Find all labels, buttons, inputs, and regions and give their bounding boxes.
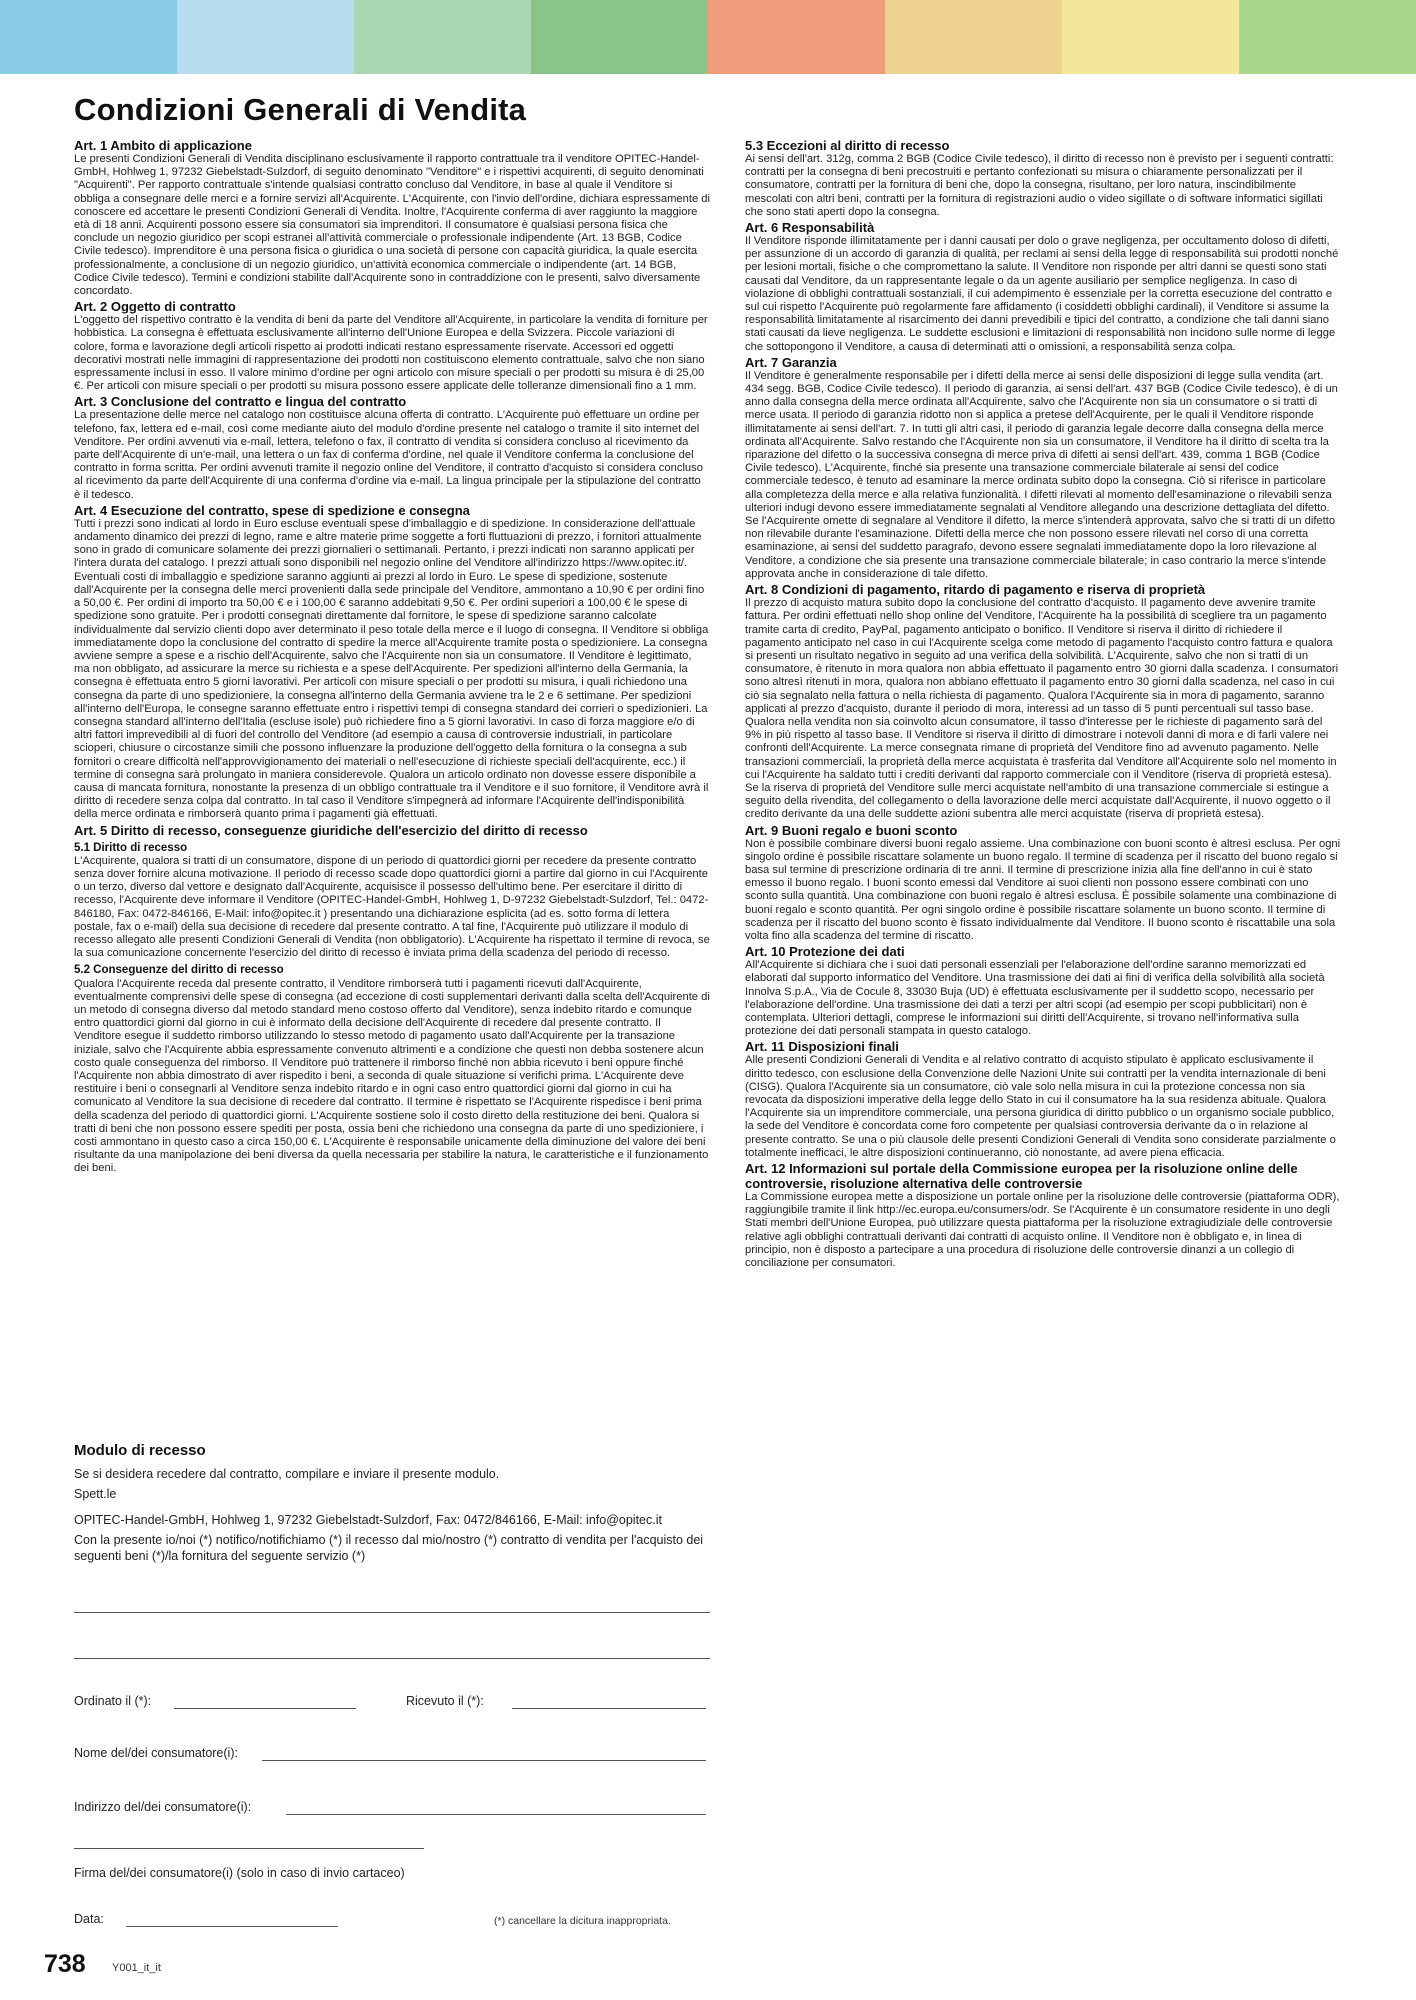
withdrawal-form-intro: Se si desidera recedere dal contratto, compilare e inviare il presente modulo.	[74, 1467, 500, 1481]
ordered-date-field[interactable]	[174, 1708, 356, 1709]
color-tab-8	[1239, 0, 1416, 74]
color-tab-3	[354, 0, 531, 74]
section-art3	[74, 394, 710, 501]
ordered-label: Ordinato il (*):	[74, 1694, 152, 1708]
section-title: Art. 2 Oggetto di contratto	[74, 299, 236, 315]
withdrawal-form-heading: Modulo di recesso	[74, 1442, 206, 1459]
consumer-name-field[interactable]	[262, 1760, 706, 1761]
section-art10	[745, 944, 1341, 1038]
color-tab-2	[177, 0, 354, 74]
section-art9	[745, 823, 1341, 944]
section-body: Tutti i prezzi sono indicati al lordo in Euro escluse eventuali spese d'imballaggio e di spedizione. In considerazione dell'attuale andamento dinamico dei prezzi di legno, rame e altre materie prime soggette a forti fluttuazioni di prezzo, i fornitori attualmente sono in grado di comunicare solamente dei prezzi giornalieri o settimanali. Pertanto, i prezzi indicati non saranno applicati per l'intera durata del catalogo. I prezzi attuali sono disponibili nel negozio online del Venditore all'indirizzo https://www.opitec.it/. Eventuali costi di imballaggio e spedizione saranno aggiunti ai prezzi al lordo in Euro. Le spese di spedizione, sostenute dall'Acquirente per la consegna delle merci provenienti dalla sede principale del Venditore, ammontano a 10,90 € per ordini fino a 50,00 €. Per ordini di importo tra 50,00 € e i 100,00 € saranno addebitati 9,50 €. Per ordini superiori a 100,00 € le spese di spedizione sono gratuite. Per i prodotti consegnati direttamente dal fornitore, le spese di spedizione saranno calcolate individualmente dal servizio clienti dopo aver determinato il peso totale della merce e il luogo di consegna. Il Venditore si obbliga immediatamente dopo la conclusione del contratto di spedire la merce all'Acquirente tramite posta o spedizioniere. La consegna avviene sempre a spese e a rischio dell'Acquirente, salvo che l'Acquirente non sia un consumatore. Il Venditore è legittimato, ma non obbligato, ad assicurare la merce su richiesta e a spese dell'Acquirente. Per spedizioni all'interno della Germania, la consegna è effettuata entro 5 giorni lavorativi. Per articoli con misure speciali o per prodotti su misura, i quali richiedono una consegna da parte di uno spedizioniere, la consegna all'interno della Germania avviene tra le 2 e 6 settimane. Per spedizioni all'interno dell'Europa, le consegne saranno effettuate entro i rispettivi tempi di consegna standard dei corrieri o spedizionieri. La consegna standard all'interno dell'Italia (escluse isole) può richiedere fino a 5 giorni lavorativi. In caso di forza maggiore e/o di altri fattori imprevedibili al di fuori del controllo del Venditore (ad esempio a causa di controversie industriali, in particolare scioperi, chiusure o circostanze simili che possono influenzare la produzione dell'oggetto della fornitura o la consegna a sub fornitori o creare difficoltà nell'approvvigionamento dei materiali o nell'esecuzione di richieste speciali dell'acquirente, ecc.) il termine di consegna sarà prolungato in maniera considerevole. Qualora un articolo ordinato non dovesse essere disponibile a causa di mancata fornitura, nonostante la presenza di un obbligo contrattuale tra il Venditore e il suo fornitore, il Venditore avrà il diritto di recedere senza colpa dal contratto. In tal caso il Venditore s'impegnerà ad informare l'Acquirente dell'indisponibilità della merce ordinata e rimborserà quanto prima i pagamenti già effettuati.	[74, 517, 709, 821]
section-title: Art. 1 Ambito di applicazione	[74, 138, 252, 153]
section-title: Art. 10 Protezione dei dati	[745, 944, 905, 960]
section-title: Art. 6 Responsabilità	[745, 220, 875, 236]
subsection-body: Qualora l'Acquirente receda dal presente contratto, il Venditore rimborserà tutti i pagamenti ricevuti dall'Acquirente, eventualmente comprensivi delle spese di consegna (ad eccezione di costi supplementari derivanti dalla scelta dell'Acquirente di un metodo di consegna diverso dal metodo standard meno costoso offerto dal Venditore), senza indebito ritardo e comunque entro quattordici giorni dal giorno in cui è informato della decisione dell'Acquirente di recedere dal presente contratto. Il Venditore esegue il suddetto rimborso utilizzando lo stesso metodo di pagamento usato dall'Acquirente per la transazione iniziale, salvo che l'Acquirente abbia espressamente convenuto altrimenti e a condizione che questi non debba sostenere alcun costo quale conseguenza del rimborso. Il Venditore può trattenere il rimborso finché non abbia ricevuto i beni oppure finché l'Acquirente non abbia dimostrato di aver rispedito i beni, a seconda di quale situazione si verifichi prima. L'Acquirente deve restituire i beni o consegnarli al Venditore senza indebito ritardo e in ogni caso entro quattordici giorni dal giorno in cui ha comunicato al Venditore la sua decisione di recedere dal contratto. Il termine è rispettato se l'Acquirente rispedisce i beni prima della scadenza del periodo di quattordici giorni. L'Acquirente sostiene solo il costo diretto della restituzione dei beni. Qualora si tratti di beni che non possono essere spediti per posta, ossia beni che richiedono una consegna da parte di uno spedizioniere, i costi ammontano in questo caso a circa 150,00 €. L'Acquirente è responsabile unicamente della diminuzione del valore dei beni risultante da una manipolazione dei beni diversa da quella necessaria per stabilire la natura, le caratteristiche e il funzionamento dei beni.	[74, 977, 710, 1175]
footnote: (*) cancellare la dicitura inappropriata.	[494, 1915, 671, 1927]
section-body: La Commissione europea mette a disposizione un portale online per la risoluzione delle controversie (piattaforma ODR), raggiungibile tramite il link http://ec.europa.eu/consumers/odr. Se l'Acquirente è un consumatore residente in uno degli Stati membri dell'Unione Europea, può utilizzare questa piattaforma per la risoluzione extragiudiziale delle controversie relative agli obblighi contrattuali derivanti dai contratti di acquisto online. Il Venditore non è obbligato e, in linea di principio, non è disposto a partecipare a una procedura di risoluzione delle controversie dinanzi a un collegio di conciliazione per consumatori.	[745, 1191, 1340, 1270]
section-body: All'Acquirente si dichiara che i suoi dati personali essenziali per l'elaborazione dell'ordine saranno memorizzati ed elaborati dal supporto informatico del Venditore. Una trasmissione dei dati ai fini di verifica della solvibilità alla società Innolva S.p.A., Via de Cocule 8, 33030 Buja (UD) è effettuata esclusivamente per il suddetto scopo, necessario per l'elaborazione dell'ordine. Una trasmissione dei dati a terzi per altri scopi (ad esempio per scopi pubblicitari) non è contemplata. Ulteriori dettagli, comprese le informazioni sui diritti dell'Acquirente, si trovano nell'informativa sulla protezione dei dati personali stampata in questo catalogo.	[745, 959, 1325, 1038]
withdrawal-form-spett: Spett.le	[74, 1487, 117, 1501]
right-column	[745, 138, 1341, 1271]
section-art2	[74, 299, 710, 393]
section-art5	[74, 823, 710, 1176]
left-column	[74, 138, 710, 1177]
goods-line-2[interactable]	[74, 1658, 710, 1659]
page-title: Condizioni Generali di Vendita	[74, 92, 527, 127]
section-body: Il prezzo di acquisto matura subito dopo la conclusione del contratto d'acquisto. Il pagamento deve avvenire tramite fattura. Per ordini effettuati nello shop online del Venditore, l'Acquirente ha la possibilità di scegliere tra un pagamento tramite carta di credito, PayPal, pagamento anticipato o bonifico. Il Venditore si riserva il diritto di richiedere il pagamento anticipato nel caso in cui l'Acquirente scelga come metodo di pagamento l'acquisto contro fattura e qualora si presenti un risultato negativo in seguito ad una verifica della solvibilità. L'Acquirente, salvo che non si tratti di un consumatore, è ritenuto in mora qualora non abbia effettuato il pagamento entro 30 giorni dalla scadenza. I consumatori sono altresì ritenuti in mora, qualora non abbiano effettuato il pagamento entro 30 giorni dalla scadenza, nel caso in cui ciò sia segnalato nella fattura o nella richiesta di pagamento. Qualora l'Acquirente sia in mora di pagamento, saranno applicati al prezzo d'acquisto, durante il periodo di mora, interessi ad un tasso di 5 punti percentuali sul tasso base. Qualora nella vendita non sia coinvolto alcun consumatore, il tasso d'interesse per le richieste di pagamento sarà del 9% in più rispetto al tasso base. Il Venditore si riserva il diritto di dimostrare i notevoli danni di mora e di farli valere nei confronti dell'Acquirente. La merce consegnata rimane di proprietà del Venditore fino ad avvenuto pagamento. Nelle transazioni commerciali, la proprietà della merce acquistata è trasferita dal Venditore all'Acquirente solo nel momento in cui l'Acquirente ha saldato tutti i crediti derivanti dal rapporto commerciale con il Venditore (riserva di proprietà estesa). Se la riserva di proprietà del Venditore sulle merci acquistate nell'ambito di una transazione commerciale si estingue a seguito della rivendita, del collegamento o della lavorazione delle merci acquistate dall'Acquirente, il nuovo oggetto o il credito derivante da una delle suddette azioni subentra alle merci acquistate (riserva di proprietà estesa).	[745, 597, 1339, 821]
received-date-field[interactable]	[512, 1708, 706, 1709]
section-art11	[745, 1039, 1341, 1160]
section-title: Art. 4 Esecuzione del contratto, spese di spedizione e consegna	[74, 502, 470, 518]
withdrawal-form-statement: Con la presente io/noi (*) notifico/notifichiamo (*) il recesso dal mio/nostro (*) contratto di vendita per l'acquisto dei seguenti beni (*)/la fornitura del seguente servizio (*)	[74, 1533, 704, 1563]
date-label: Data:	[74, 1912, 104, 1926]
section-art6	[745, 220, 1341, 354]
consumer-address-label: Indirizzo del/dei consumatore(i):	[74, 1800, 252, 1814]
color-tab-5	[708, 0, 885, 74]
date-field[interactable]	[126, 1926, 338, 1927]
subsection-body: L'Acquirente, qualora si tratti di un consumatore, dispone di un periodo di quattordici giorni per recedere da presente contratto senza dover fornire alcuna motivazione. Il periodo di recesso scade dopo quattordici giorni a partire dal giorno in cui l'Acquirente o un terzo, diverso dal vettore e designato dall'Acquirente, acquisisce il possesso dell'ultimo bene. Per esercitare il diritto di recesso, l'Acquirente deve informare il Venditore (OPITEC-Handel-GmbH, Hohlweg 1, D-97232 Giebelstadt-Sulzdorf, Tel.: 0472-846180, Fax: 0472-846166, E-Mail: info@opitec.it ) presentando una dichiarazione esplicita (ad es. sotto forma di lettera postale, fax o e-mail) della sua decisione di recedere dal presente contratto. A tal fine, l'Acquirente può utilizzare il modulo di recesso allegato alle presenti Condizioni Generali di Vendita (non obbligatorio). L'Acquirente ha rispettato il termine di revoca, se la sua comunicazione concernente l'esercizio del diritto di recesso è inviata prima della scadenza del periodo di recesso.	[74, 854, 710, 960]
section-body: Non è possibile combinare diversi buoni regalo assieme. Una combinazione con buoni sconto è altresì esclusa. Per ogni singolo ordine è possibile riscattare solamente un buono regalo. Il termine di scadenza per il riscatto del buono regalo si basa sul termine di prescrizione ordinaria di tre anni. Il termine di prescrizione inizia alla fine dell'anno in cui è stato emesso il buono regalo. I buoni sconto emessi dal Venditore ai suoi clienti non possono essere combinati con uno sconto sulla quantità. Una combinazione con buoni regalo è altresì esclusa. È possibile solamente una combinazione di buoni regalo e sconto quantità. Per ogni singolo ordine è possibile riscattare solamente un buono sconto. Il termine di scadenza per il riscatto del buono sconto è fissato individualmente dal Venditore. Il buono sconto è riscattabile una sola volta fino alla scadenza del termine di riscatto.	[745, 837, 1341, 942]
consumer-address-field[interactable]	[286, 1814, 706, 1815]
signature-label: Firma del/dei consumatore(i) (solo in caso di invio cartaceo)	[74, 1866, 405, 1880]
section-body: Il Venditore è generalmente responsabile per i difetti della merce ai sensi delle disposizioni di legge sulla vendita (art. 434 segg. BGB, Codice Civile tedesco). Il periodo di garanzia, ai sensi dell'art. 437 BGB (Codice Civile tedesco), è di un anno dalla consegna della merce ordinata all'Acquirente, salvo che l'Acquirente non sia un consumatore o si tratti di merce usata. Il periodo di garanzia ridotto non si applica a pretese dell'Acquirente, per le quali il Venditore risponde illimitatamente ai sensi dell'art. 7. In tutti gli altri casi, il periodo di garanzia legale decorre dalla consegna della merce ordinata all'Acquirente. Salvo restando che l'Acquirente non sia un consumatore, il Venditore ha il diritto di scelta tra la riparazione del difetto o la successiva consegna di merce priva di difetti ai sensi dell'art. 439, comma 1 BGB (Codice Civile tedesco). L'Acquirente, finché sia presente una transazione commerciale bilaterale ai sensi del codice commerciale tedesco, è tenuto ad esaminare la merce ordinata subito dopo la consegna. Ciò si riferisce in particolare alla completezza della merce e alla relativa funzionalità. I difetti rilevati al momento dell'esaminazione o rilevabili senza ulteriori indugi devono essere immediatamente segnalati al Venditore allegando una descrizione dettagliata del difetto. Se l'Acquirente omette di segnalare al Venditore il difetto, la merce s'intenderà approvata, salvo che si tratti di un difetto non rilevabile durante l'esaminazione. Difetti della merce che non possono essere rilevati nel corso di una corretta esaminazione, ai sensi del suddetto paragrafo, devono essere segnalati immediatamente dopo la loro rilevazione al Venditore, a condizione che sia presente una transazione commerciale bilaterale; in caso contrario la merce s'intende approvata anche in considerazione di tale difetto.	[745, 369, 1338, 580]
page-number: 738	[44, 1950, 86, 1978]
section-body: Le presenti Condizioni Generali di Vendita disciplinano esclusivamente il rapporto contrattuale tra il venditore OPITEC-Handel-GmbH, Hohlweg 1, 97232 Giebelstadt-Sulzdorf, di seguito denominato "Venditore" e i rispettivi acquirenti, di seguito denominati "Acquirenti". Per rapporto contrattuale s'intende qualsiasi contratto concluso dal Venditore, in base al quale il Venditore si obbliga a consegnare delle merci e a fornire servizi all'Acquirente. L'Acquirente, con l'invio dell'ordine, dichiara espressamente di conoscere ed accettare le presenti Condizioni Generali di Vendita. Inoltre, l'Acquirente conferma di aver raggiunto la maggiore età di 18 anni. Acquirenti possono essere sia consumatori sia imprenditori. Il consumatore è qualsiasi persona fisica che conclude un negozio giuridico per scopi estranei all'attività commerciale o professionale indipendente (Art. 13 BGB, Codice Civile tedesco). Imprenditore è una persona fisica o giuridica o una società di persone con capacità giuridica, la quale esercita professionalmente, a conclusione di un negozio giuridico, un'attività economica commerciale o indipendente (art. 14 BGB, Codice Civile tedesco). Termini e condizioni stabilite dall'Acquirente sono in contraddizione con le presenti, salvo diversamente concordato.	[74, 153, 711, 298]
section-body: L'oggetto del rispettivo contratto è la vendita di beni da parte del Venditore all'Acquirente, in particolare la vendita di forniture per hobbistica. La consegna è effettuata esclusivamente all'interno dell'Unione Europea e della Svizzera. Piccole variazioni di colore, forma e lavorazione degli articoli rispetto ai prodotti indicati restano espressamente riservate. Accessori ed oggetti decorativi mostrati nelle immagini di rappresentazione dei prodotti non costituiscono elemento contrattuale, salvo che non siano espressamente inclusi in esso. Il valore minimo d'ordine per ogni articolo con misure speciali o per prodotti su misura è di 25,00 €. Per articoli con misure speciali o per prodotti su misura possono essere applicate delle tolleranze dimensionali fino a 1 mm.	[74, 314, 708, 393]
subsection-title: 5.1 Diritto di recesso	[74, 841, 188, 854]
color-tab-6	[885, 0, 1062, 74]
signature-field[interactable]	[74, 1848, 424, 1849]
section-body: Il Venditore risponde illimitatamente per i danni causati per dolo o grave negligenza, per occultamento doloso di difetti, per assunzione di un accordo di garanzia di qualità, per reclami ai sensi della legge di responsabilità sui prodotti nonché per lesioni mortali, fisiche o che compromettano la salute. Il Venditore non risponde per altri danni se questi sono stati causati dal Venditore, da un rappresentante legale o da un agente ausiliario per semplice negligenza. In caso di violazione di obblighi contrattuali sostanziali, il cui adempimento è essenziale per la corretta esecuzione del contratto e sul cui rispetto l'Acquirente può regolarmente fare affidamento (i cosiddetti obblighi cardinali), il Venditore si assume la responsabilità limitatamente al risarcimento dei danni prevedibili e tipici del contratto, a condizione che tali danni siano stati causati da lieve negligenza. Le suddette esclusioni e limitazioni di responsabilità non incidono sulle norme di legge che sottopongono il Venditore, a causa di determinati atti o omissioni, a responsabilità senza colpa.	[745, 235, 1339, 353]
consumer-name-label: Nome del/dei consumatore(i):	[74, 1746, 238, 1760]
section-title: 5.3 Eccezioni al diritto di recesso	[745, 138, 950, 153]
received-label: Ricevuto il (*):	[406, 1694, 484, 1708]
section-art4	[74, 503, 710, 822]
section-art7	[745, 355, 1341, 581]
section-title: Art. 8 Condizioni di pagamento, ritardo di pagamento e riserva di proprietà	[745, 582, 1206, 598]
section-5-3	[745, 138, 1341, 219]
withdrawal-form-address: OPITEC-Handel-GmbH, Hohlweg 1, 97232 Giebelstadt-Sulzdorf, Fax: 0472/846166, E-Mail: info@opitec.it	[74, 1513, 662, 1527]
color-tab-1	[0, 0, 177, 74]
section-body: Ai sensi dell'art. 312g, comma 2 BGB (Codice Civile tedesco), il diritto di recesso non è previsto per i seguenti contratti: contratti per la consegna di beni precostruiti e pertanto confezionati su misura o chiaramente personalizzati per il consumatore, contratti per la fornitura di beni che, dopo la consegna, risultano, per loro natura, inscindibilmente mescolati con altri beni, contratti per la fornitura di registrazioni audio o video sigillate o di software informatici sigillati che sono stati aperti dopo la consegna.	[745, 153, 1334, 218]
section-body: La presentazione delle merce nel catalogo non costituisce alcuna offerta di contratto. L'Acquirente può effettuare un ordine per telefono, fax, lettera ed e-mail, così come mediante aiuto del modulo d'ordine presente nel catalogo o tramite il sito internet del Venditore. Per ordini avvenuti via e-mail, lettera, telefono o fax, il contratto di vendita si considera concluso al ricevimento da parte dell'Acquirente di un'e-mail, una lettera o un fax di conferma d'ordine, nel quale il Venditore conferma la conclusione del contratto in forma scritta. Per ordini avvenuti tramite il negozio online del Venditore, il contratto d'acquisto si considera concluso al ricevimento da parte dell'Acquirente di una conferma d'ordine via e-mail. La lingua principale per la stipulazione del contratto è il tedesco.	[74, 409, 703, 501]
color-tab-7	[1062, 0, 1239, 74]
goods-line-1[interactable]	[74, 1612, 710, 1613]
color-tab-bar	[0, 0, 1416, 74]
color-tab-4	[531, 0, 708, 74]
section-title: Art. 11 Disposizioni finali	[745, 1039, 899, 1055]
section-title: Art. 9 Buoni regalo e buoni sconto	[745, 822, 958, 838]
section-title: Art. 12 Informazioni sul portale della Commissione europea per la risoluzione online delle controversie, risoluzione alternativa delle controversie	[745, 1161, 1298, 1192]
catalog-code: Y001_it_it	[112, 1962, 161, 1974]
section-art12	[745, 1161, 1341, 1270]
subsection-title: 5.2 Conseguenze del diritto di recesso	[74, 964, 284, 977]
section-body: Alle presenti Condizioni Generali di Vendita e al relativo contratto di acquisto stipulato è applicato esclusivamente il diritto tedesco, con esclusione della Convenzione delle Nazioni Unite sui contratti per la vendita internazionale di beni (CISG). Qualora l'Acquirente sia un consumatore, ciò vale solo nella misura in cui la protezione concessa non sia revocata da disposizioni imperative della legge dello Stato in cui il consumatore ha la sua residenza abituale. Qualora l'Acquirente sia un imprenditore commerciale, una persona giuridica di diritto pubblico o un organismo sociale pubblico, la sede del Venditore è concordata come foro competente per qualsiasi controversia derivante da o in relazione al presente contratto. Se una o più clausole delle presenti Condizioni Generali di Vendita sono considerate parzialmente o totalmente inefficaci, le altre disposizioni continueranno, ciò nonostante, ad avere piena efficacia.	[745, 1054, 1336, 1159]
section-art8	[745, 582, 1341, 821]
section-title: Art. 3 Conclusione del contratto e lingua del contratto	[74, 394, 407, 410]
section-title: Art. 7 Garanzia	[745, 354, 837, 370]
section-title: Art. 5 Diritto di recesso, conseguenze giuridiche dell'esercizio del diritto di recesso	[74, 822, 588, 838]
section-art1	[74, 138, 710, 298]
